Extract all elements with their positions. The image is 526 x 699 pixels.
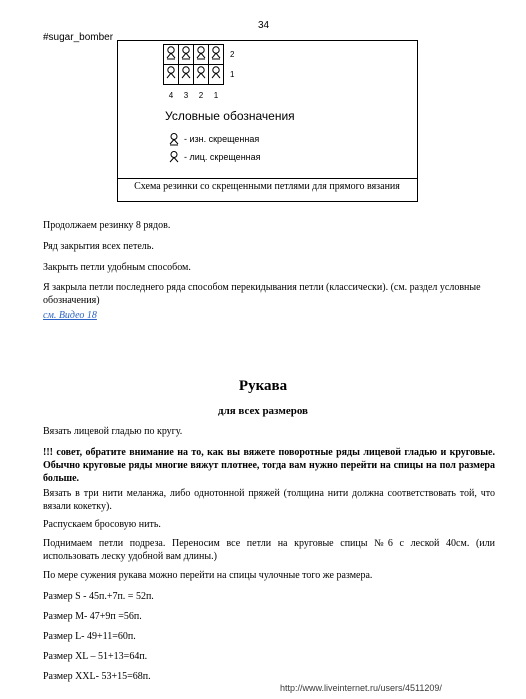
page-number: 34	[258, 20, 270, 31]
chart-col-label: 1	[213, 90, 219, 100]
chart-cell	[179, 65, 194, 85]
size-line: Размер XXL- 53+15=68п.	[43, 671, 151, 682]
crossed-purl-icon	[179, 45, 193, 61]
crossed-purl-icon	[164, 45, 178, 61]
chart-cell	[164, 65, 179, 85]
paragraph: По мере сужения рукава можно перейти на спицы чулочные того же размера.	[43, 570, 373, 581]
chart-col-label: 4	[168, 90, 174, 100]
knitting-chart-grid	[163, 44, 245, 105]
chart-row-label: 1	[230, 70, 235, 79]
chart-cell	[209, 45, 224, 65]
crossed-knit-icon	[194, 65, 208, 81]
crossed-knit-icon	[209, 65, 223, 81]
paragraph: Распускаем бросовую нить.	[43, 519, 161, 530]
source-url[interactable]: http://www.liveinternet.ru/users/4511209/	[280, 683, 442, 693]
section-title: Рукава	[238, 378, 288, 394]
chart-row-2	[164, 45, 245, 65]
paragraph: Закрыть петли удобным способом.	[43, 262, 191, 273]
legend-item-crossed-knit	[168, 150, 261, 164]
paragraph: Ряд закрытия всех петель.	[43, 241, 154, 252]
figure-caption: Схема резинки со скрещенными петлями для прямого вязания	[134, 181, 400, 192]
crossed-purl-icon	[168, 132, 180, 146]
chart-cell	[164, 45, 179, 65]
crossed-purl-icon	[194, 45, 208, 61]
chart-cell	[194, 65, 209, 85]
legend-item-crossed-purl	[168, 132, 259, 146]
crossed-knit-icon	[179, 65, 193, 81]
chart-cell	[194, 45, 209, 65]
size-line: Размер S - 45п.+7п. = 52п.	[43, 591, 154, 602]
chart-row-label: 2	[230, 50, 235, 59]
paragraph: Поднимаем петли подреза. Переносим все петли на круговые спицы №6 с леской 40см. (или использовать леску удобной вам длины.)	[43, 538, 495, 562]
size-line: Размер L- 49+11=60п.	[43, 631, 136, 642]
paragraph: Продолжаем резинку 8 рядов.	[43, 220, 171, 231]
paragraph: Вязать лицевой гладью по кругу.	[43, 426, 183, 437]
legend-label: - лиц. скрещенная	[184, 152, 261, 162]
chart-column-labels	[164, 85, 245, 106]
legend-title: Условные обозначения	[165, 109, 295, 123]
chart-cell	[179, 45, 194, 65]
crossed-knit-icon	[168, 150, 180, 164]
chart-cell	[209, 65, 224, 85]
chart-col-label: 2	[198, 90, 204, 100]
section-subtitle: для всех размеров	[218, 405, 308, 417]
author-hashtag: #sugar_bomber	[43, 32, 114, 43]
crossed-purl-icon	[209, 45, 223, 61]
size-line: Размер XL – 51+13=64п.	[43, 651, 148, 662]
video-link[interactable]: см. Видео 18	[43, 310, 97, 321]
chart-row-1	[164, 65, 245, 85]
tip-paragraph: !!! совет, обратите внимание на то, как вы вяжете поворотные ряды лицевой гладью и круговые. Обычно круговые ряды многие вяжут плотнее, тогда вам нужно перейти на спицы на пол размера больше.	[43, 447, 495, 484]
caption-divider	[117, 178, 417, 179]
paragraph: Вязать в три нити меланжа, либо однотонной пряжей (толщина нити должна соответствовать той, что вязали кокетку).	[43, 488, 495, 512]
crossed-knit-icon	[164, 65, 178, 81]
paragraph: Я закрыла петли последнего ряда способом перекидывания петли (классически). (см. раздел условные обозначения)	[43, 282, 481, 306]
legend-label: - изн. скрещенная	[184, 134, 260, 144]
chart-col-label: 3	[183, 90, 189, 100]
size-line: Размер M- 47+9п =56п.	[43, 611, 142, 622]
